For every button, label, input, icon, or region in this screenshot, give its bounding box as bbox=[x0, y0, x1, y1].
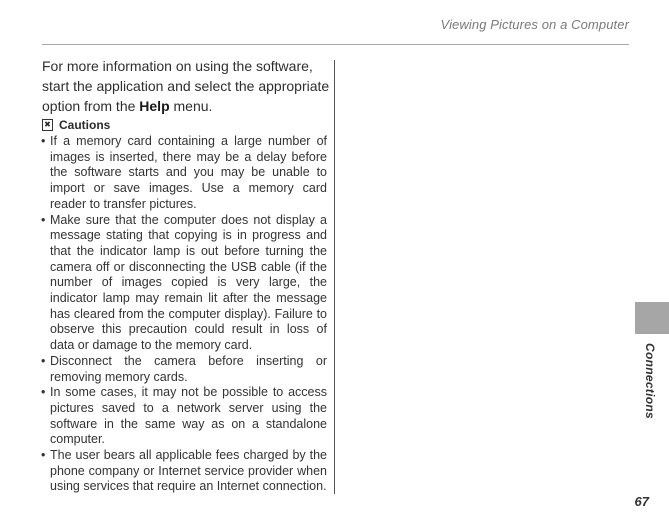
cautions-heading-label: Cautions bbox=[59, 118, 111, 132]
intro-text-end: menu. bbox=[169, 98, 213, 114]
page-number: 67 bbox=[634, 494, 649, 509]
list-item: • The user bears all applicable fees charged by the phone company or Internet service provider when using services that require an Internet connection. bbox=[41, 448, 327, 494]
intro-text-start: For more information on using the software, start the application and select the appropriate option from the bbox=[42, 58, 330, 114]
section-label: Connections bbox=[643, 343, 657, 419]
intro-paragraph bbox=[42, 56, 330, 116]
list-item-text: In some cases, it may not be possible to access pictures saved to a network server using the software in the same way as on a standalone computer. bbox=[50, 385, 327, 447]
list-item: • Disconnect the camera before inserting or removing memory cards. bbox=[41, 353, 327, 384]
list-item: • Make sure that the computer does not display a message stating that copying is in progress and that the indicator lamp is out before turning the camera off or disconnecting the USB cable (if the number of images copied is very large, the indicator lamp may remain lit after the message has cleared from the computer display). Failure to observe this precaution could result in loss of data or damage to the memory card. bbox=[41, 212, 327, 353]
list-item-text: The user bears all applicable fees charged by the phone company or Internet service provider when using services that require an Internet connection. bbox=[50, 448, 327, 494]
header-divider bbox=[42, 44, 629, 45]
column-divider bbox=[334, 60, 335, 494]
page-header-title: Viewing Pictures on a Computer bbox=[440, 17, 629, 32]
list-item-text: If a memory card containing a large number of images is inserted, there may be a delay before the software starts and you may be unable to import or save images. Use a memory card reader to transfer pictures. bbox=[50, 134, 327, 211]
cautions-heading bbox=[42, 118, 110, 132]
list-item: • If a memory card containing a large number of images is inserted, there may be a delay before the software starts and you may be unable to import or save images. Use a memory card reader to transfer pictures. bbox=[41, 134, 327, 211]
list-item: • In some cases, it may not be possible to access pictures saved to a network server using the software in the same way as on a standalone computer. bbox=[41, 385, 327, 447]
list-item-text: Disconnect the camera before inserting or removing memory cards. bbox=[50, 353, 327, 384]
list-item-text: Make sure that the computer does not display a message stating that copying is in progress and that the indicator lamp is out before turning the camera off or disconnecting the USB cable (if the number of images copied is very large, the indicator lamp may remain lit after the message has cleared from the computer display). Failure to observe this precaution could result in loss of data or damage to the memory card. bbox=[50, 212, 327, 353]
help-menu-emphasis: Help bbox=[139, 98, 170, 114]
caution-icon: ✖ bbox=[42, 119, 53, 131]
section-tab bbox=[635, 302, 669, 334]
cautions-list bbox=[42, 134, 327, 495]
